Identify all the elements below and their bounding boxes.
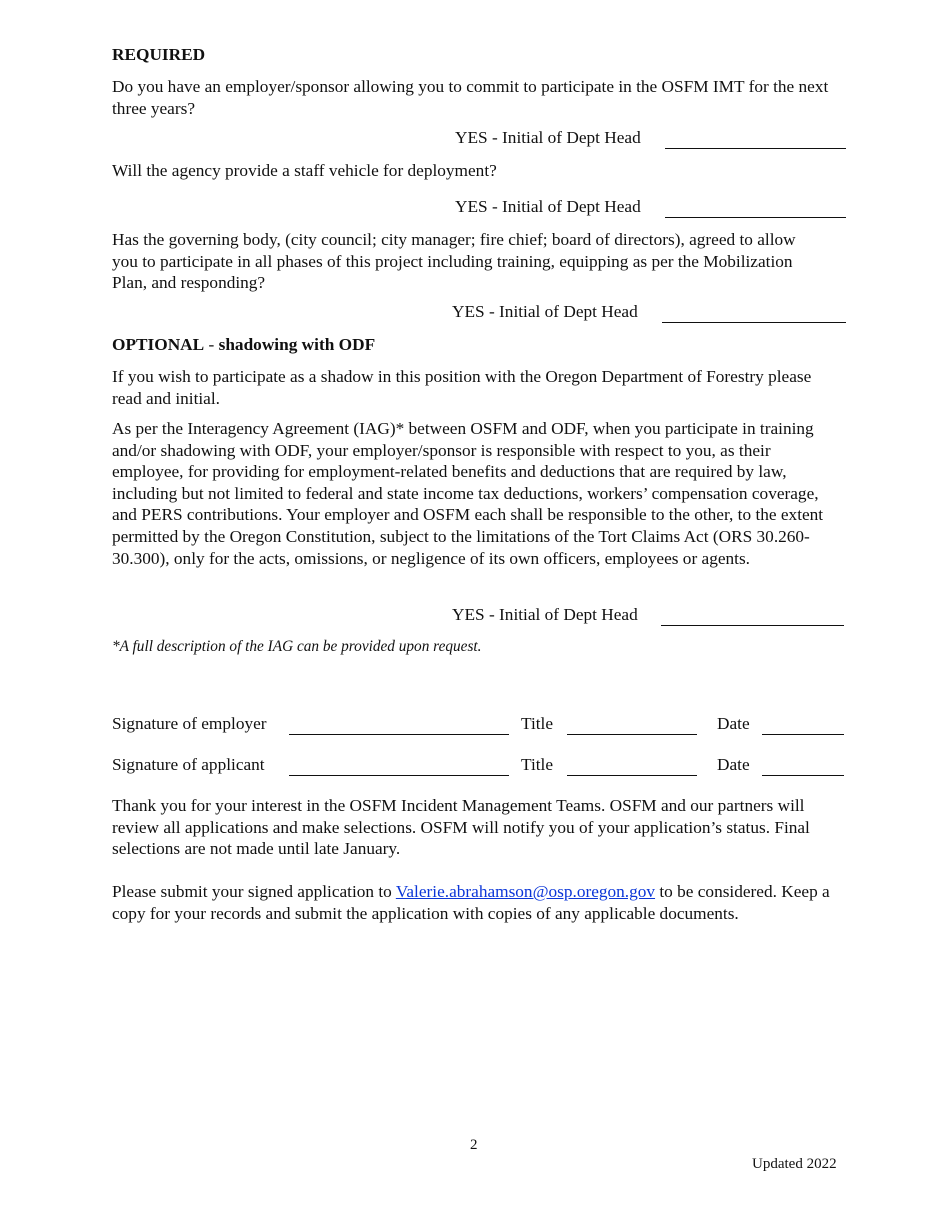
iag-footnote: *A full description of the IAG can be provided upon request. bbox=[112, 638, 482, 655]
optional-heading-bold: OPTIONAL bbox=[112, 335, 205, 354]
applicant-date-label: Date bbox=[717, 755, 750, 774]
q2-initial-row bbox=[112, 197, 848, 221]
applicant-title-label: Title bbox=[521, 755, 554, 774]
optional-initial-label: YES - Initial of Dept Head bbox=[452, 605, 638, 624]
applicant-signature-field[interactable] bbox=[289, 775, 509, 776]
optional-heading-rest: shadowing with ODF bbox=[218, 335, 376, 354]
optional-initial-row bbox=[112, 605, 848, 629]
thank-you-text: Thank you for your interest in the OSFM Incident Management Teams. OSFM and our partners will review all applications and make selections. OSFM will notify you of your application’s status. Final selections are not made until late January. bbox=[112, 796, 810, 859]
interagency-agreement-text: As per the Interagency Agreement (IAG)* between OSFM and ODF, when you participate in training and/or shadowing with ODF, your employer/sponsor is responsible with respect to you, as their employee, for providing for employment-related benefits and deductions that are required by law, including but not limited to federal and state income tax deductions, workers’ compensation coverage, and PERS contributions. Your employer and OSFM each shall be responsible to the other, to the extent permitted by the Oregon Constitution, subject to the limitations of the Tort Claims Act (ORS 30.260-30.300), only for the acts, omissions, or negligence of its own officers, employees or agents. bbox=[112, 419, 824, 568]
applicant-signature-row bbox=[112, 755, 848, 779]
applicant-date-field[interactable] bbox=[762, 775, 844, 776]
required-heading: REQUIRED bbox=[112, 45, 206, 64]
optional-heading bbox=[112, 334, 375, 356]
q3-initial-label: YES - Initial of Dept Head bbox=[452, 302, 638, 321]
employer-signature-row bbox=[112, 714, 848, 738]
submit-email-link[interactable]: Valerie.abrahamson@osp.oregon.gov bbox=[395, 882, 656, 901]
optional-heading-sep: - bbox=[204, 335, 219, 354]
employer-date-label: Date bbox=[717, 714, 750, 733]
page-number: 2 bbox=[470, 1137, 478, 1153]
employer-title-field[interactable] bbox=[567, 734, 697, 735]
question-staff-vehicle: Will the agency provide a staff vehicle for deployment? bbox=[112, 161, 497, 180]
question-employer-sponsor: Do you have an employer/sponsor allowing you to commit to participate in the OSFM IMT for the next three years? bbox=[112, 77, 829, 118]
q1-initial-row bbox=[112, 128, 848, 152]
q3-initial-field[interactable] bbox=[662, 322, 846, 323]
question-governing-body: Has the governing body, (city council; city manager; fire chief; board of directors), agreed to allow you to participate in all phases of this project including training, equipping as per the Mobilization Plan, and responding? bbox=[112, 230, 796, 293]
applicant-signature-label: Signature of applicant bbox=[112, 755, 265, 774]
employer-signature-label: Signature of employer bbox=[112, 714, 267, 733]
employer-title-label: Title bbox=[521, 714, 554, 733]
applicant-title-field[interactable] bbox=[567, 775, 697, 776]
optional-intro: If you wish to participate as a shadow in this position with the Oregon Department of Forestry please read and initial. bbox=[112, 367, 812, 408]
submit-instructions bbox=[112, 881, 842, 924]
q1-initial-field[interactable] bbox=[665, 148, 846, 149]
employer-signature-field[interactable] bbox=[289, 734, 509, 735]
submit-text-after: to be considered. Keep a copy for your records and submit the application with copies of any applicable documents. bbox=[112, 882, 830, 923]
submit-text-before: Please submit your signed application to bbox=[112, 882, 396, 901]
updated-note: Updated 2022 bbox=[752, 1156, 837, 1172]
q2-initial-field[interactable] bbox=[665, 217, 846, 218]
optional-initial-field[interactable] bbox=[661, 625, 844, 626]
q2-initial-label: YES - Initial of Dept Head bbox=[455, 197, 641, 216]
q1-initial-label: YES - Initial of Dept Head bbox=[455, 128, 641, 147]
q3-initial-row bbox=[112, 302, 848, 326]
employer-date-field[interactable] bbox=[762, 734, 844, 735]
